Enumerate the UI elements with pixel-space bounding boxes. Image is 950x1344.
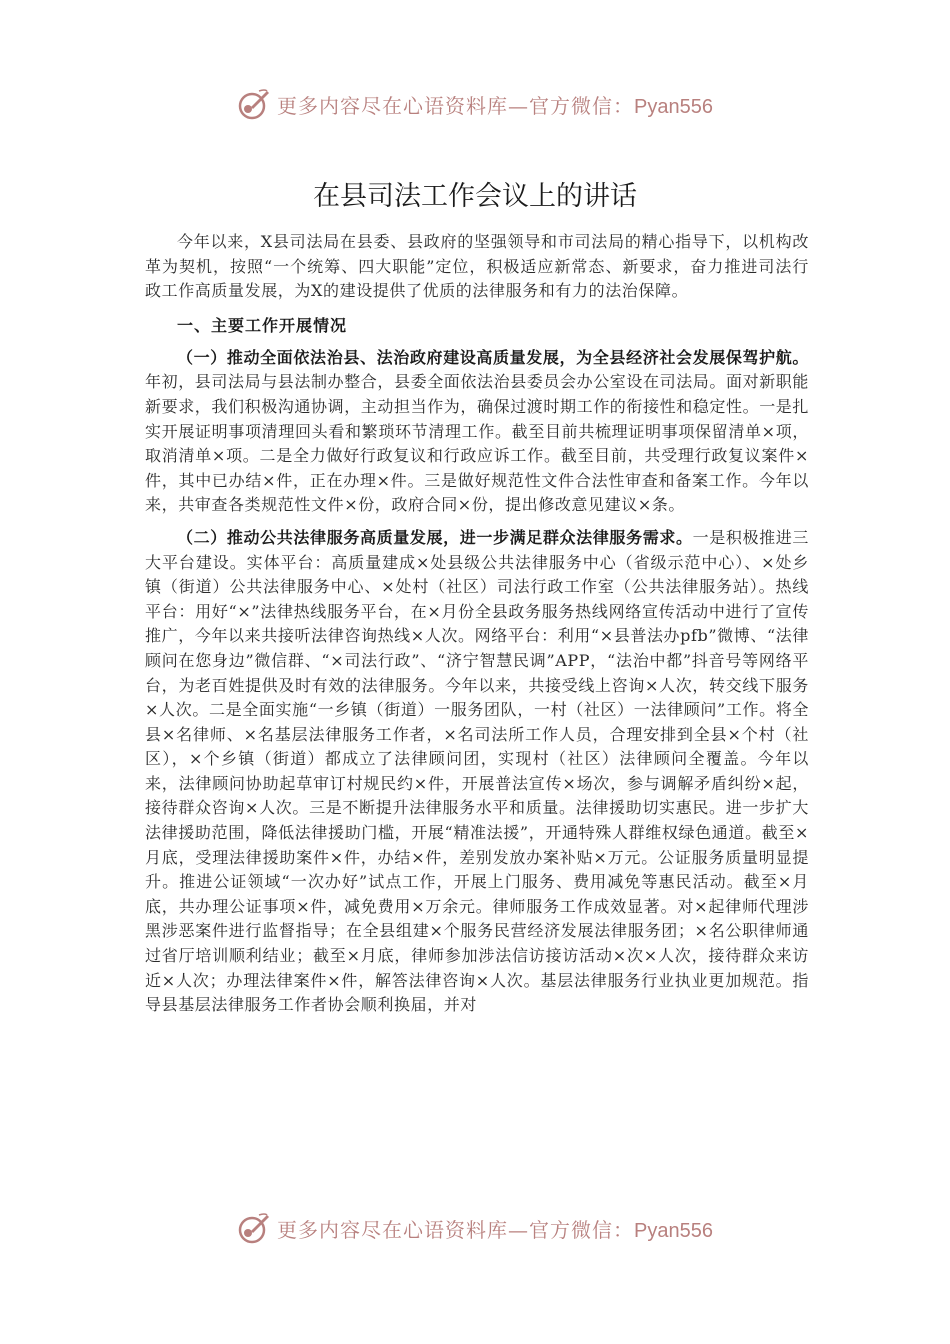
quill-logo-icon [237,1211,271,1245]
section-heading-1: 一、主要工作开展情况 [177,315,348,335]
wechat-id: Pyan556 [634,95,713,118]
intro-paragraph: 今年以来，X县司法局在县委、县政府的坚强领导和市司法局的精心指导下，以机构改革为契机，按照“一个统筹、四大职能”定位，积极适应新常态、新要求，奋力推进司法行政工作高质量发展，为X的建设提供了优质的法律服务和有力的法治保障。 [145,232,809,301]
subsection-2-heading: （二）推动公共法律服务高质量发展，进一步满足群众法律服务需求。 [177,527,693,547]
subsection-1-heading: （一）推动全面依法治县、法治政府建设高质量发展，为全县经济社会发展保驾护航。 [177,347,809,367]
subsection-1-body: 年初，县司法局与县法制办整合，县委全面依法治县委员会办公室设在司法局。面对新职能新要求，我们积极沟通协调，主动担当作为，确保过渡时期工作的衔接性和稳定性。一是扎实开展证明事项清理回头看和繁琐环节清理工作。截至目前共梳理证明事项保留清单×项，取消清单×项。二是全力做好行政复议和行政应诉工作。截至目前，共受理行政复议案件×件，其中已办结×件，正在办理×件。三是做好规范性文件合法性审查和备案工作。今年以来，共审查各类规范性文件×份，政府合同×份，提出修改意见建议×条。 [145,372,810,515]
banner-text: 更多内容尽在心语资料库—官方微信：Pyan556 [277,1217,713,1242]
document-body [145,230,809,1018]
subsection-2-paragraph [145,526,809,1018]
header-banner [0,84,950,124]
wechat-id: Pyan556 [634,1219,713,1242]
subsection-2-body: 一是积极推进三大平台建设。实体平台：高质量建成×处县级公共法律服务中心（省级示范中心）、×处乡镇（街道）公共法律服务中心、×处村（社区）司法行政工作室（公共法律服务站）。热线平台：用好“×”法律热线服务平台，在×月份全县政务服务热线网络宣传活动中进行了宣传推广，今年以来共接听法律咨询热线×人次。网络平台：利用“×县普法办pfb”微博、“法律顾问在您身边”微信群、“×司法行政”、“济宁智慧民调”APP，“法治中都”抖音号等网络平台，为老百姓提供及时有效的法律服务。今年以来，共接受线上咨询×人次，转交线下服务×人次。二是全面实施“一乡镇（街道）一服务团队，一村（社区）一法律顾问”工作。将全县×名律师、×名基层法律服务工作者，×名司法所工作人员，合理安排到全县×个村（社区），×个乡镇（街道）都成立了法律顾问团，实现村（社区）法律顾问全覆盖。今年以来，法律顾问协助起草审订村规民约×件，开展普法宣传×场次，参与调解矛盾纠纷×起，接待群众咨询×人次。三是不断提升法律服务水平和质量。法律援助切实惠民。进一步扩大法律援助范围，降低法律援助门槛，开展“精准法援”，开通特殊人群维权绿色通道。截至×月底，受理法律援助案件×件，办结×件，差别发放办案补贴×万元。公证服务质量明显提升。推进公证领域“一次办好”试点工作，开展上门服务、费用减免等惠民活动。截至×月底，共办理公证事项×件，减免费用×万余元。律师服务工作成效显著。对×起律师代理涉黑涉恶案件进行监督指导；在全县组建×个服务民营经济发展法律服务团；×名公职律师通过省厅培训顺利结业；截至×月底，律师参加涉法信访接访活动×次×人次，接待群众来访近×人次；办理法律案件×件，解答法律咨询×人次。基层法律服务行业执业更加规范。指导县基层法律服务工作者协会顺利换届，并对 [145,527,810,1015]
banner-text: 更多内容尽在心语资料库—官方微信：Pyan556 [277,93,713,118]
page-title: 在县司法工作会议上的讲话 [313,181,637,212]
quill-logo-icon [237,87,271,121]
footer-banner [0,1208,950,1248]
subsection-1-paragraph [145,346,809,518]
